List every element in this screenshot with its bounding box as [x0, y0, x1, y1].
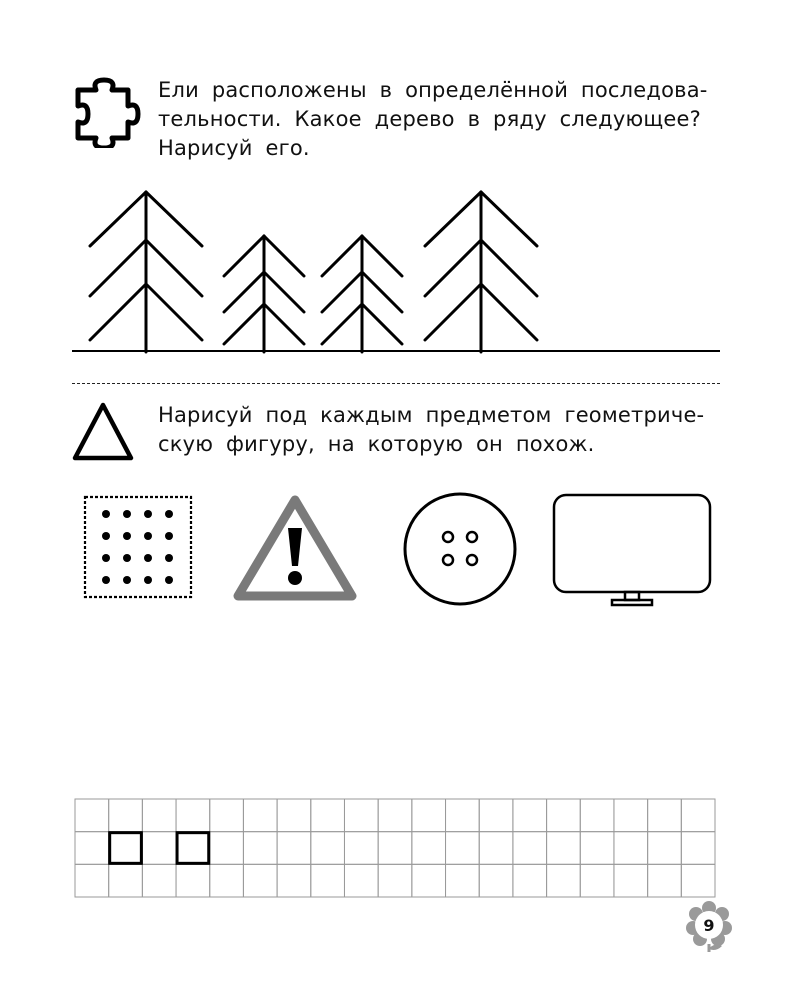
grid-cell — [513, 864, 547, 897]
puzzle-piece-icon — [70, 76, 142, 148]
task2-text — [158, 401, 720, 459]
grid-cell — [75, 832, 109, 865]
grid-cell — [142, 799, 176, 832]
monitor-icon — [550, 492, 714, 612]
grid-cell — [648, 799, 682, 832]
grid-cell — [243, 832, 277, 865]
cracker-icon — [80, 492, 196, 602]
button-icon — [400, 490, 520, 608]
big-tree-1 — [90, 192, 202, 352]
grid-cell — [378, 864, 412, 897]
grid-cell — [479, 832, 513, 865]
grid-cell — [648, 864, 682, 897]
grid-cell — [109, 832, 143, 865]
task2-line-2: скую фигуру, на которую он похож. — [158, 432, 595, 456]
warning-sign-icon — [230, 492, 360, 606]
grid-cell — [547, 864, 581, 897]
grid-cell — [277, 799, 311, 832]
grid-cell — [547, 799, 581, 832]
grid-cell — [210, 799, 244, 832]
ground-line — [72, 350, 720, 352]
grid-cell — [513, 832, 547, 865]
grid-cell — [412, 799, 446, 832]
grid-cell — [412, 864, 446, 897]
grid-cell — [75, 864, 109, 897]
grid-cell — [479, 799, 513, 832]
grid-cell — [580, 832, 614, 865]
grid-cell — [75, 799, 109, 832]
task1-line-1: Ели расположены в определённой последова- — [158, 78, 708, 102]
grid-cell — [344, 832, 378, 865]
marked-grid-square — [110, 833, 142, 864]
grid-cell — [479, 864, 513, 897]
grid-cell — [311, 832, 345, 865]
section-divider — [72, 383, 720, 384]
grid-cell — [580, 864, 614, 897]
grid-cell — [210, 832, 244, 865]
grid-cell — [311, 864, 345, 897]
grid-cell — [681, 864, 715, 897]
grid-cell — [210, 864, 244, 897]
grid-cell — [513, 799, 547, 832]
task1-line-2: тельности. Какое дерево в ряду следующее? — [158, 107, 701, 131]
tree-row — [0, 180, 800, 360]
grid-cell — [142, 832, 176, 865]
grid-cell — [614, 864, 648, 897]
grid-cell — [176, 799, 210, 832]
grid-cell — [681, 799, 715, 832]
grid-cell — [176, 832, 210, 865]
grid-cell — [109, 864, 143, 897]
grid-cell — [446, 799, 480, 832]
grid-cell — [412, 832, 446, 865]
grid-cell — [446, 864, 480, 897]
small-tree-1 — [224, 236, 304, 352]
task1-text — [158, 76, 720, 163]
grid-cell — [378, 799, 412, 832]
grid-cell — [681, 832, 715, 865]
grid-cell — [446, 832, 480, 865]
grid-cell — [648, 832, 682, 865]
grid-cell — [344, 864, 378, 897]
grid-cell — [614, 799, 648, 832]
grid-cell — [243, 864, 277, 897]
grid-cell — [277, 832, 311, 865]
grid-cell — [378, 832, 412, 865]
big-tree-2 — [425, 192, 537, 352]
page-number: 9 — [703, 915, 715, 935]
grid-cell — [243, 799, 277, 832]
task1-line-3: Нарисуй его. — [158, 136, 310, 160]
copy-grid — [74, 798, 716, 898]
grid-cell — [142, 864, 176, 897]
grid-cell — [311, 799, 345, 832]
marked-grid-square — [177, 833, 209, 864]
grid-cell — [176, 864, 210, 897]
triangle-outline-icon — [70, 400, 136, 462]
grid-cell — [277, 864, 311, 897]
grid-cell — [344, 799, 378, 832]
grid-cell — [614, 832, 648, 865]
grid-cell — [547, 832, 581, 865]
task2-line-1: Нарисуй под каждым предметом геометриче- — [158, 403, 705, 427]
small-tree-2 — [322, 236, 402, 352]
grid-cell — [109, 799, 143, 832]
grid-cell — [580, 799, 614, 832]
